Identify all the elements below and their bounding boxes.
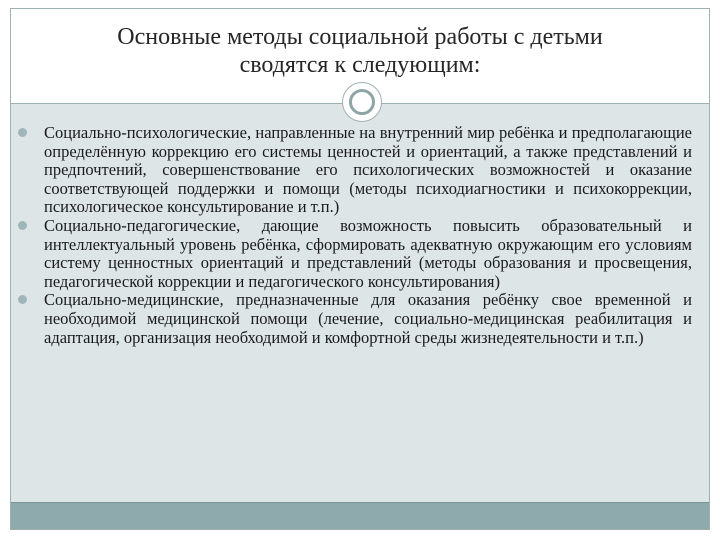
bottom-bar	[11, 502, 709, 529]
list-item	[44, 291, 692, 347]
list-item-text: Социально-педагогические, дающие возможность повысить образовательный и интеллектуальный уровень ребёнка, сформировать адекватную окружающим его условиям систему ценностных ориентаций и представлений (методы образования и просвещения, педагогической коррекции и педагогического консультирования)	[44, 215, 692, 291]
list-item-text: Социально-психологические, направленные на внутренний мир ребёнка и предполагающие определённую коррекцию его системы ценностей и ориентаций, а также представлений и предпочтений, совершенствование его психологических возможностей и оказание соответствующей поддержки и помощи (методы психодиагностики и психокоррекции, психологическое консультирование и т.п.)	[44, 123, 692, 217]
slide-title-line-2: сводятся к следующим:	[239, 52, 481, 78]
bullet-list	[44, 124, 692, 347]
ring-ornament-inner	[349, 89, 375, 115]
ring-ornament-icon	[342, 82, 382, 122]
slide-title-line-1: Основные методы социальной работы с детьми	[117, 24, 603, 50]
list-item	[44, 124, 692, 217]
slide-title	[51, 23, 669, 79]
list-item	[44, 217, 692, 291]
bullet-dot-icon	[18, 221, 27, 230]
list-item-text: Социально-медицинские, предназначенные для оказания ребёнку свое временной и необходимой медицинской помощи (лечение, социально-медицинская реабилитация и адаптация, организация необходимой и комфортной среды жизнедеятельности и т.п.)	[44, 290, 692, 347]
bullet-dot-icon	[18, 128, 27, 137]
